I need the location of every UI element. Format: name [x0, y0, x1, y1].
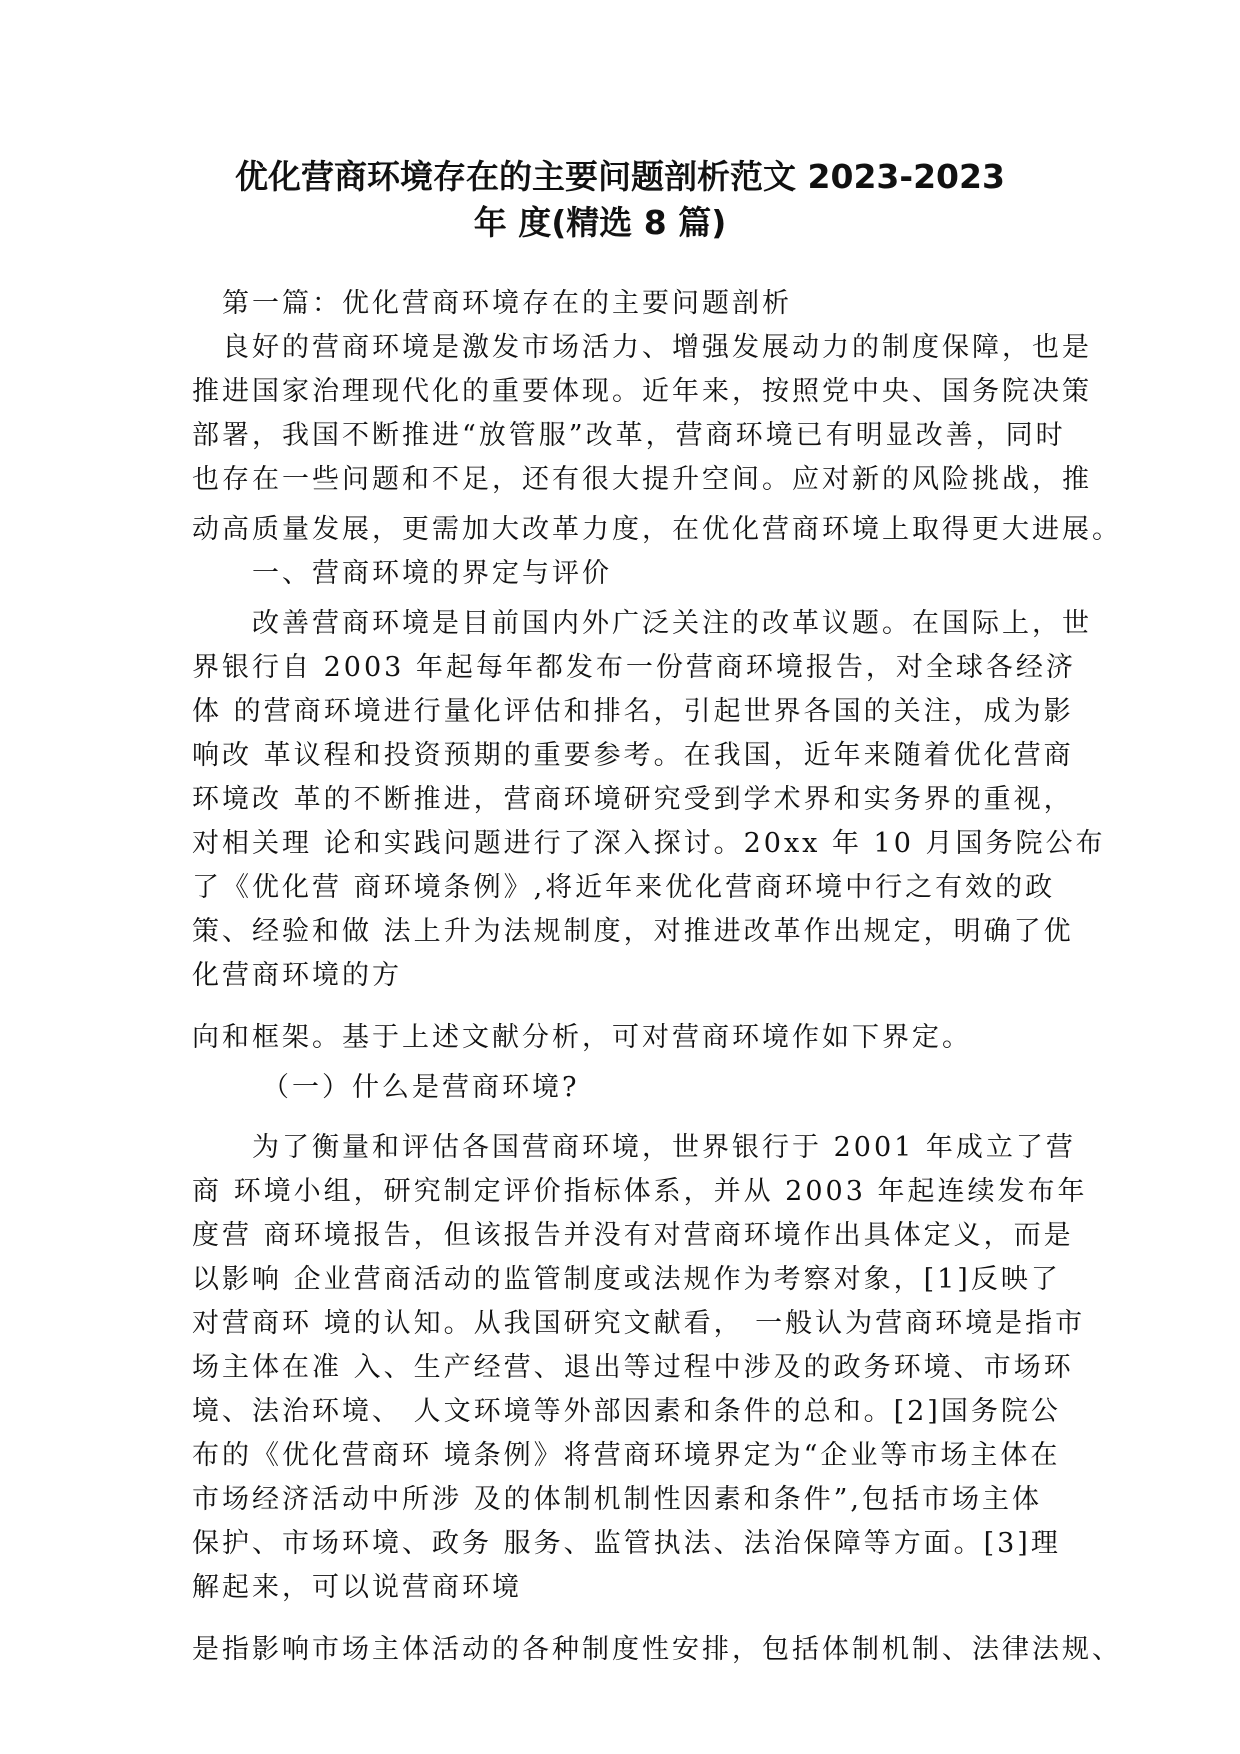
paragraph-line: 向和框架。基于上述文献分析，可对营商环境作如下界定。: [192, 1022, 972, 1053]
paragraph-line: 对相关理 论和实践问题进行了深入探讨。20xx 年 10 月国务院公布: [192, 828, 1106, 859]
paragraph-line: 场主体在准 入、生产经营、退出等过程中涉及的政务环境、市场环: [192, 1352, 1074, 1383]
document-title-line-1: 优化营商环境存在的主要问题剖析范文 2023-2023: [235, 157, 1005, 196]
paragraph-line: 策、经验和做 法上升为法规制度，对推进改革作出规定，明确了优: [192, 916, 1074, 947]
document-title-line-2: 年 度(精选 8 篇): [473, 203, 727, 242]
paragraph-line: 度营 商环境报告，但该报告并没有对营商环境作出具体定义，而是: [192, 1220, 1074, 1251]
paragraph-line: 化营商环境的方: [192, 960, 402, 991]
subsection-heading: 一、营商环境的界定与评价: [252, 558, 612, 589]
paragraph-line: 了《优化营 商环境条例》,将近年来优化营商环境中行之有效的政: [192, 872, 1056, 903]
paragraph-line: 环境改 革的不断推进，营商环境研究受到学术界和实务界的重视，: [192, 784, 1074, 815]
paragraph-line: 商 环境小组，研究制定评价指标体系，并从 2003 年起连续发布年: [192, 1176, 1088, 1207]
paragraph-line: 体 的营商环境进行量化评估和排名，引起世界各国的关注，成为影: [192, 696, 1074, 727]
paragraph-line: 以影响 企业营商活动的监管制度或法规作为考察对象，[1]反映了: [192, 1264, 1061, 1295]
paragraph-line: 布的《优化营商环 境条例》将营商环境界定为“企业等市场主体在: [192, 1440, 1061, 1471]
paragraph-line: 对营商环 境的认知。从我国研究文献看， 一般认为营商环境是指市: [192, 1308, 1086, 1339]
paragraph-line: 良好的营商环境是激发市场活力、增强发展动力的制度保障，也是: [222, 332, 1092, 363]
section-heading: 第一篇：优化营商环境存在的主要问题剖析: [222, 288, 792, 319]
paragraph-line: 改善营商环境是目前国内外广泛关注的改革议题。在国际上，世: [252, 608, 1092, 639]
paragraph-line: 是指影响市场主体活动的各种制度性安排，包括体制机制、法律法规、: [192, 1634, 1122, 1665]
paragraph-line: 动高质量发展，更需加大改革力度，在优化营商环境上取得更大进展。: [192, 514, 1122, 545]
paragraph-line: 响改 革议程和投资预期的重要参考。在我国，近年来随着优化营商: [192, 740, 1074, 771]
paragraph-line: 部署，我国不断推进“放管服”改革，营商环境已有明显改善，同时: [192, 420, 1066, 451]
paragraph-line: 为了衡量和评估各国营商环境，世界银行于 2001 年成立了营: [252, 1132, 1076, 1163]
paragraph-line: 境、法治环境、 人文环境等外部因素和条件的总和。[2]国务院公: [192, 1396, 1061, 1427]
paragraph-line: 解起来，可以说营商环境: [192, 1572, 522, 1603]
paragraph-line: 也存在一些问题和不足，还有很大提升空间。应对新的风险挑战，推: [192, 464, 1092, 495]
paragraph-line: 市场经济活动中所涉 及的体制机制性因素和条件”,包括市场主体: [192, 1484, 1042, 1515]
paragraph-line: 界银行自 2003 年起每年都发布一份营商环境报告，对全球各经济: [192, 652, 1076, 683]
subsection-heading: （一）什么是营商环境?: [262, 1072, 580, 1103]
paragraph-line: 推进国家治理现代化的重要体现。近年来，按照党中央、国务院决策: [192, 376, 1092, 407]
paragraph-line: 保护、市场环境、政务 服务、监管执法、法治保障等方面。[3]理: [192, 1528, 1061, 1559]
